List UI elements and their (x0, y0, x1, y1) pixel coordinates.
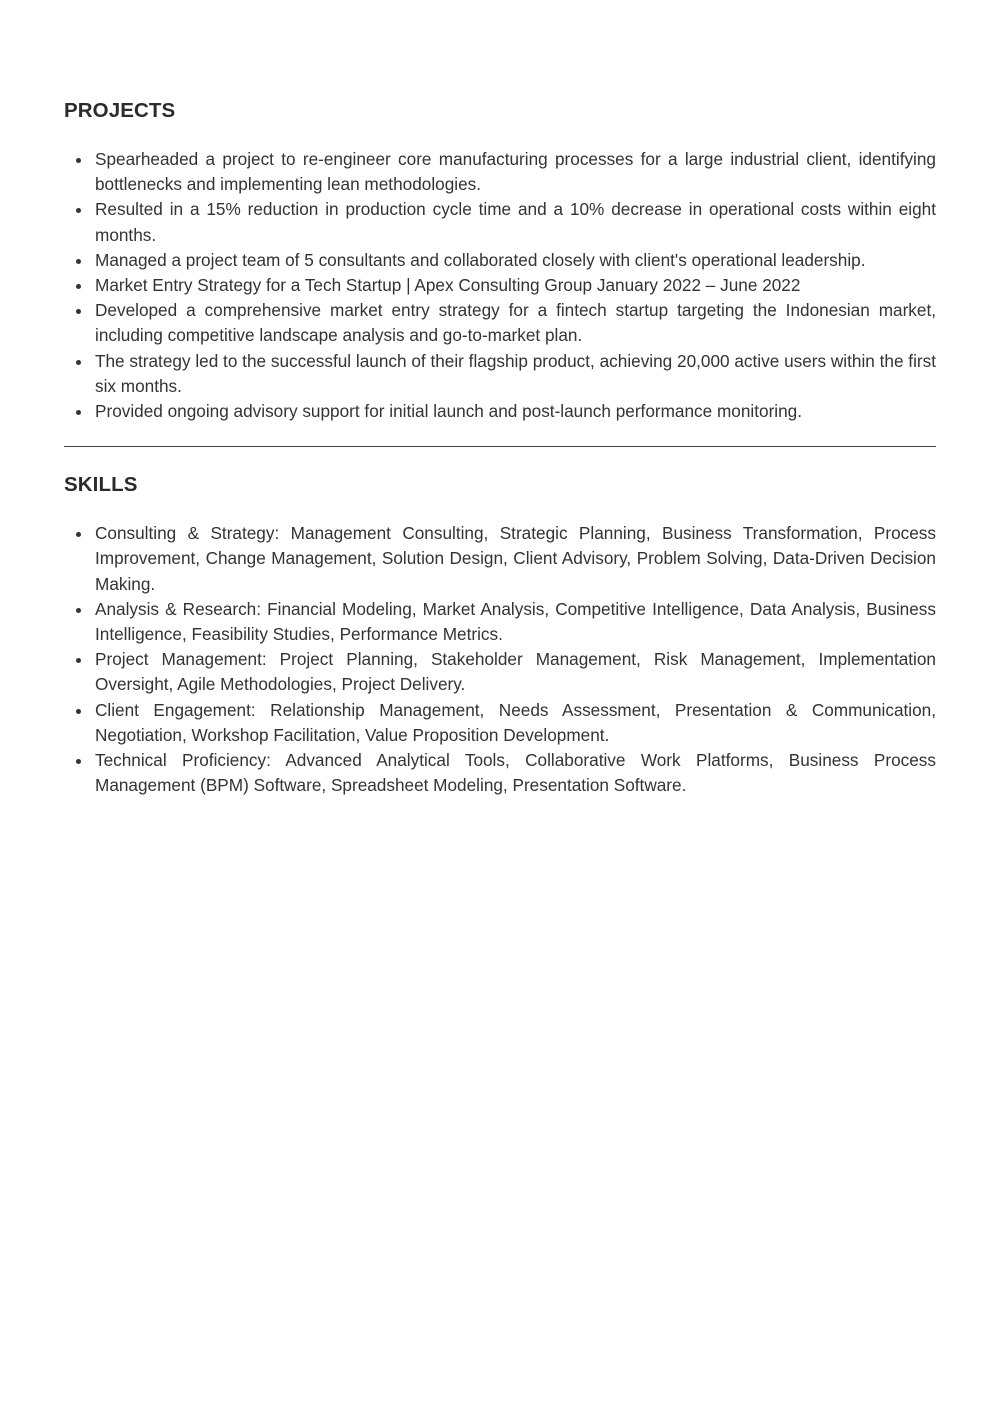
project-item (64, 298, 936, 348)
project-item (64, 399, 936, 424)
bullet-icon (76, 259, 81, 264)
bullet-icon (76, 532, 81, 537)
project-item-text: Developed a comprehensive market entry strategy for a fintech startup targeting the Indonesian market, including competitive landscape analysis and go-to-market plan. (95, 300, 936, 346)
skill-item (64, 748, 936, 798)
project-item (64, 273, 936, 298)
project-item (64, 147, 936, 197)
bullet-icon (76, 360, 81, 365)
project-item-text: The strategy led to the successful launch of their flagship product, achieving 20,000 active users within the first six months. (95, 350, 936, 396)
skill-item (64, 647, 936, 697)
projects-heading: PROJECTS (64, 99, 176, 122)
project-item (64, 248, 936, 273)
skill-item (64, 521, 936, 597)
skills-heading: SKILLS (64, 473, 138, 497)
project-item-text: Market Entry Strategy for a Tech Startup | Apex Consulting Group January 2022 – June 2022 (95, 275, 801, 296)
bullet-icon (76, 410, 81, 415)
bullet-icon (76, 158, 81, 163)
skills-list (64, 521, 936, 798)
skill-item-text: Technical Proficiency: Advanced Analytical Tools, Collaborative Work Platforms, Business Process Management (BPM) Software, Spreadsheet Modeling, Presentation Software. (95, 750, 936, 796)
skill-item-text: Consulting & Strategy: Management Consulting, Strategic Planning, Business Transformation, Process Improvement, Change Management, Solution Design, Client Advisory, Problem Solving, Data-Driven Decision Making. (95, 523, 936, 594)
skill-item-text: Analysis & Research: Financial Modeling, Market Analysis, Competitive Intelligence, Data Analysis, Business Intelligence, Feasibility Studies, Performance Metrics. (95, 598, 936, 645)
project-item (64, 197, 936, 247)
bullet-icon (76, 608, 81, 613)
section-divider (64, 446, 936, 447)
bullet-icon (76, 658, 81, 663)
project-item-text: Spearheaded a project to re-engineer core manufacturing processes for a large industrial client, identifying bottlenecks and implementing lean methodologies. (95, 149, 936, 195)
bullet-icon (76, 284, 81, 289)
bullet-icon (76, 208, 81, 213)
skill-item-text: Project Management: Project Planning, Stakeholder Management, Risk Management, Implementation Oversight, Agile Methodologies, Project Delivery. (95, 649, 936, 695)
projects-list (64, 147, 936, 424)
skill-item (64, 597, 936, 647)
bullet-icon (76, 759, 81, 764)
skill-item-text: Client Engagement: Relationship Management, Needs Assessment, Presentation & Communication, Negotiation, Workshop Facilitation, Value Proposition Development. (95, 699, 936, 745)
project-item-text: Resulted in a 15% reduction in production cycle time and a 10% decrease in operational costs within eight months. (95, 199, 936, 245)
bullet-icon (76, 709, 81, 714)
project-item-text: Managed a project team of 5 consultants and collaborated closely with client's operational leadership. (95, 249, 866, 270)
project-item (64, 349, 936, 399)
skill-item (64, 698, 936, 748)
project-item-text: Provided ongoing advisory support for initial launch and post-launch performance monitoring. (95, 401, 803, 422)
bullet-icon (76, 309, 81, 314)
